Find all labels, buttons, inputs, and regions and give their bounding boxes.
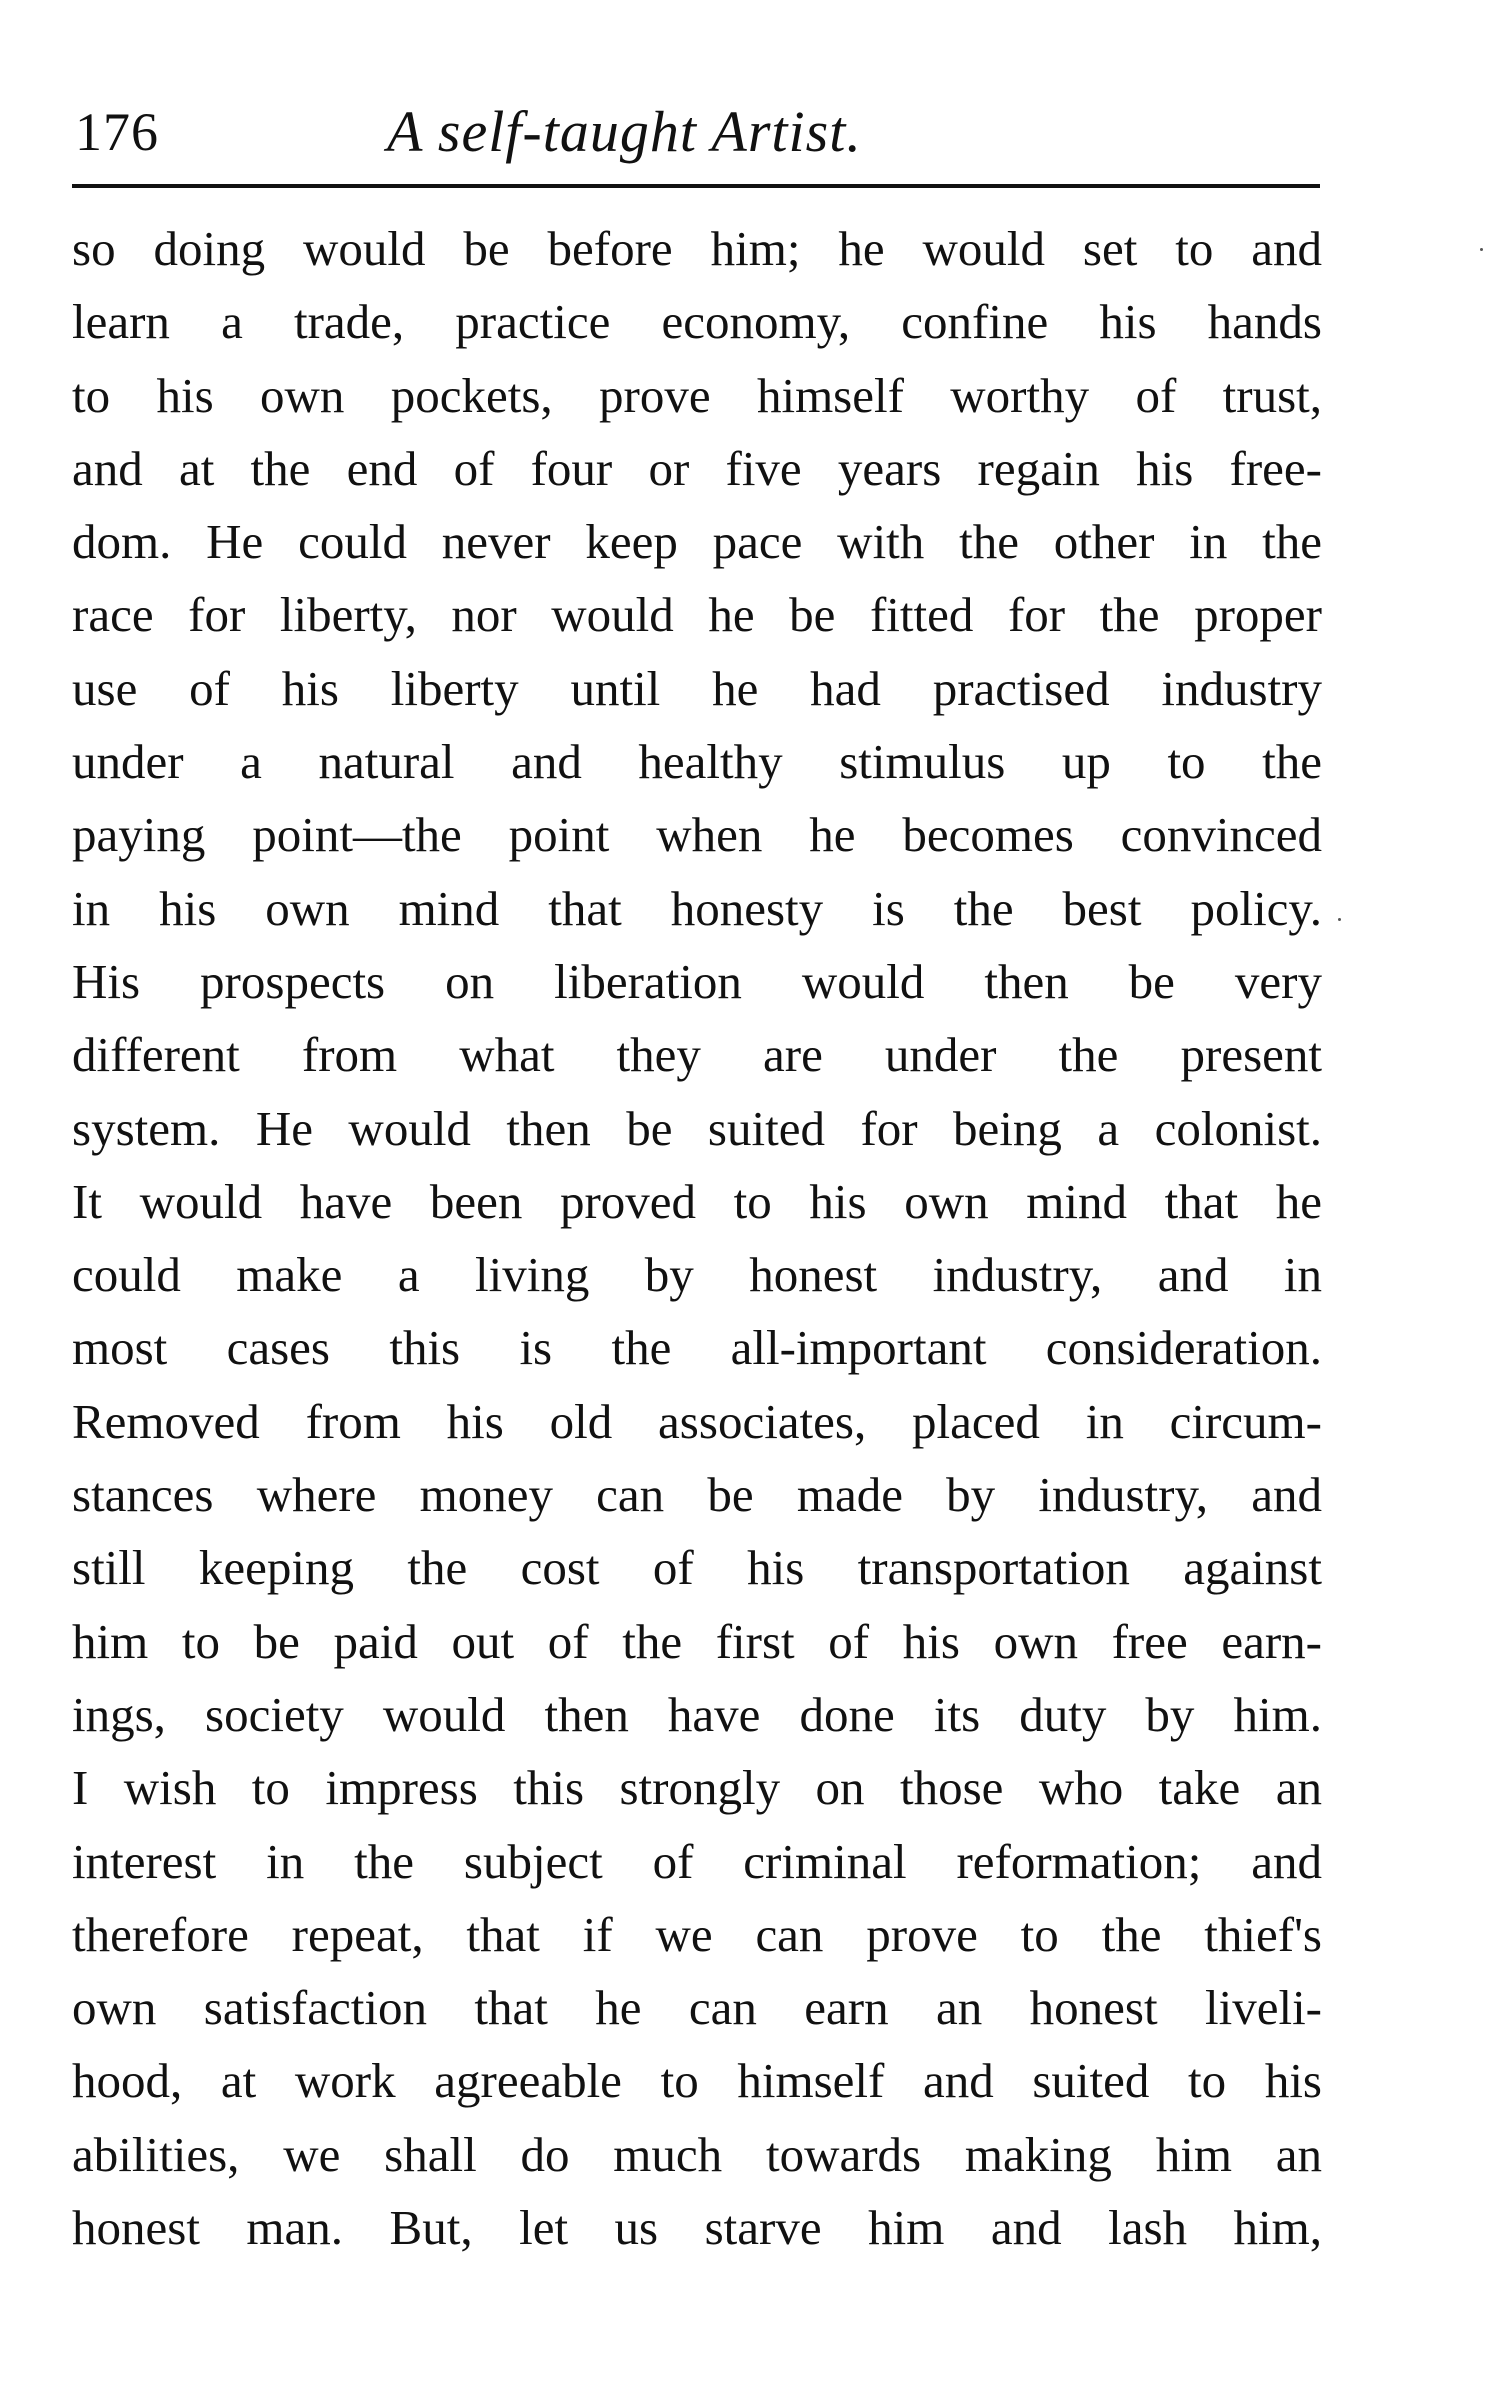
text-line: I wish to impress this strongly on those who take an xyxy=(72,1760,1322,1816)
text-line: own satisfaction that he can earn an honest livеli- xyxy=(72,1980,1322,2036)
text-line: Removed from his old associates, placed in circum- xyxy=(72,1393,1322,1449)
text-line: still keeping the cost of his transportation against xyxy=(72,1540,1322,1596)
text-line: so doing would be before him; he would set to and xyxy=(72,221,1322,276)
text-line: paying point—the point when he becomes convinced xyxy=(72,807,1322,863)
text-line: could make a living by honest industry, and in xyxy=(72,1247,1322,1303)
page-number: 176 xyxy=(75,102,159,162)
text-line: most cases this is the all-important consideration. xyxy=(72,1320,1322,1376)
text-line: in his own mind that honesty is the best policy. xyxy=(72,880,1322,936)
text-line: different from what they are under the present xyxy=(72,1027,1322,1083)
text-line: him to be paid out of the first of his own free earn- xyxy=(72,1613,1322,1669)
text-line: His prospects on liberation would then be very xyxy=(72,953,1322,1009)
text-line: hood, at work agreeable to himself and suited to his xyxy=(72,2053,1322,2109)
text-line: honest man. But, let us starve him and lash him, xyxy=(72,2200,1322,2256)
text-line: use of his liberty until he had practised industry xyxy=(72,660,1322,716)
header-rule xyxy=(72,184,1320,188)
text-line: ings, society would then have done its duty by him. xyxy=(72,1686,1322,1742)
text-line: and at the end of four or five years regain his free- xyxy=(72,440,1322,496)
text-line: race for liberty, nor would he be fitted for the proper xyxy=(72,587,1322,643)
page-header xyxy=(75,92,1320,172)
text-line: dom. He could never keep pace with the other in the xyxy=(72,514,1322,570)
text-line: therefore repeat, that if we can prove to the thief's xyxy=(72,1906,1322,1962)
text-line: It would have been proved to his own mind that he xyxy=(72,1173,1322,1229)
text-line: stances where money can be made by industry, and xyxy=(72,1467,1322,1523)
text-line: to his own pockets, prove himself worthy of trust, xyxy=(72,367,1322,423)
print-speck xyxy=(1338,918,1341,921)
text-line: interest in the subject of criminal reformation; and xyxy=(72,1833,1322,1889)
text-line: abilities, we shall do much towards making him an xyxy=(72,2126,1322,2182)
text-line: learn a trade, practice economy, confine his hands xyxy=(72,294,1322,350)
text-line: under a natural and healthy stimulus up to the xyxy=(72,734,1322,790)
body-text xyxy=(72,212,1322,2264)
print-speck xyxy=(1480,248,1483,251)
running-title: A self-taught Artist. xyxy=(387,99,862,164)
text-line: system. He would then be suited for being a colonist. xyxy=(72,1100,1322,1156)
